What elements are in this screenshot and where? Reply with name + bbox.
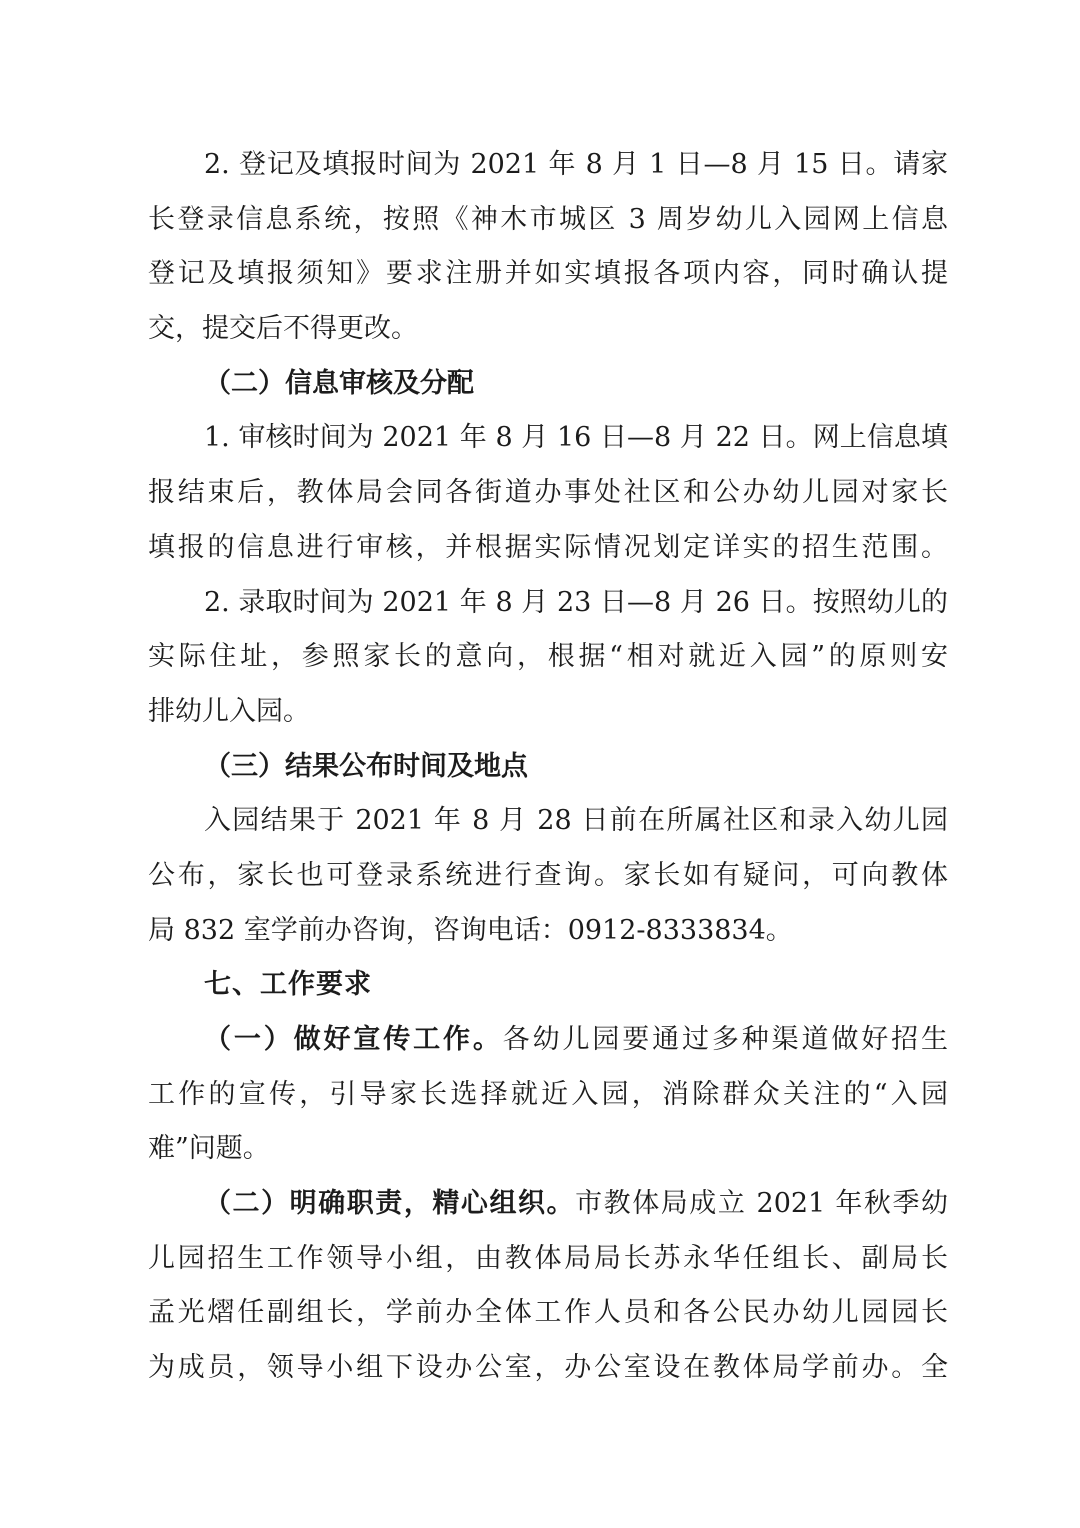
- paragraph-line: 儿园招生工作领导小组，由教体局局长苏永华任组长、副局长: [148, 1242, 948, 1274]
- section-heading: 七、工作要求: [204, 969, 372, 1001]
- paragraph-line: [148, 1013, 948, 1068]
- paragraph-line: 工作的宣传，引导家长选择就近入园，消除群众关注的“入园: [148, 1078, 948, 1110]
- paragraph-line: 入园结果于 2021 年 8 月 28 日前在所属社区和录入幼儿园: [204, 805, 948, 837]
- inline-text: 市教体局成立 2021 年秋季幼: [575, 1188, 948, 1220]
- document-page: [148, 138, 948, 1396]
- inline-text: 各幼儿园要通过多种渠道做好招生: [502, 1024, 948, 1055]
- section-subheading: （二）信息审核及分配: [204, 367, 474, 399]
- paragraph-line: 孟光熠任副组长，学前办全体工作人员和各公民办幼儿园园长: [148, 1297, 948, 1329]
- inline-bold-lead: （二）明确职责，精心组织。: [204, 1188, 576, 1220]
- paragraph-line: 交，提交后不得更改。: [148, 313, 418, 345]
- section-subheading: （三）结果公布时间及地点: [204, 750, 528, 782]
- paragraph-line: 登记及填报须知》要求注册并如实填报各项内容，同时确认提: [148, 258, 948, 290]
- paragraph-line: 2. 登记及填报时间为 2021 年 8 月 1 日—8 月 15 日。请家: [204, 149, 948, 180]
- paragraph-line: 排幼儿入园。: [148, 695, 310, 727]
- paragraph-line: 难”问题。: [148, 1133, 270, 1165]
- paragraph-line: 实际住址，参照家长的意向，根据“相对就近入园”的原则安: [148, 641, 948, 673]
- inline-bold-lead: （一）做好宣传工作。: [204, 1024, 503, 1055]
- paragraph-line: 1. 审核时间为 2021 年 8 月 16 日—8 月 22 日。网上信息填: [204, 422, 948, 454]
- paragraph-line: 报结束后，教体局会同各街道办事处社区和公办幼儿园对家长: [148, 477, 948, 509]
- paragraph-line: 局 832 室学前办咨询，咨询电话：0912-8333834。: [148, 914, 793, 946]
- paragraph-line: [148, 1177, 948, 1232]
- paragraph-line: 2. 录取时间为 2021 年 8 月 23 日—8 月 26 日。按照幼儿的: [204, 586, 948, 618]
- paragraph-line: 长登录信息系统，按照《神木市城区 3 周岁幼儿入园网上信息: [148, 203, 948, 235]
- paragraph-line: 填报的信息进行审核，并根据实际情况划定详实的招生范围。: [148, 531, 948, 563]
- paragraph-line: 为成员，领导小组下设办公室，办公室设在教体局学前办。全: [148, 1352, 948, 1384]
- paragraph-line: 公布，家长也可登录系统进行查询。家长如有疑问，可向教体: [148, 859, 948, 891]
